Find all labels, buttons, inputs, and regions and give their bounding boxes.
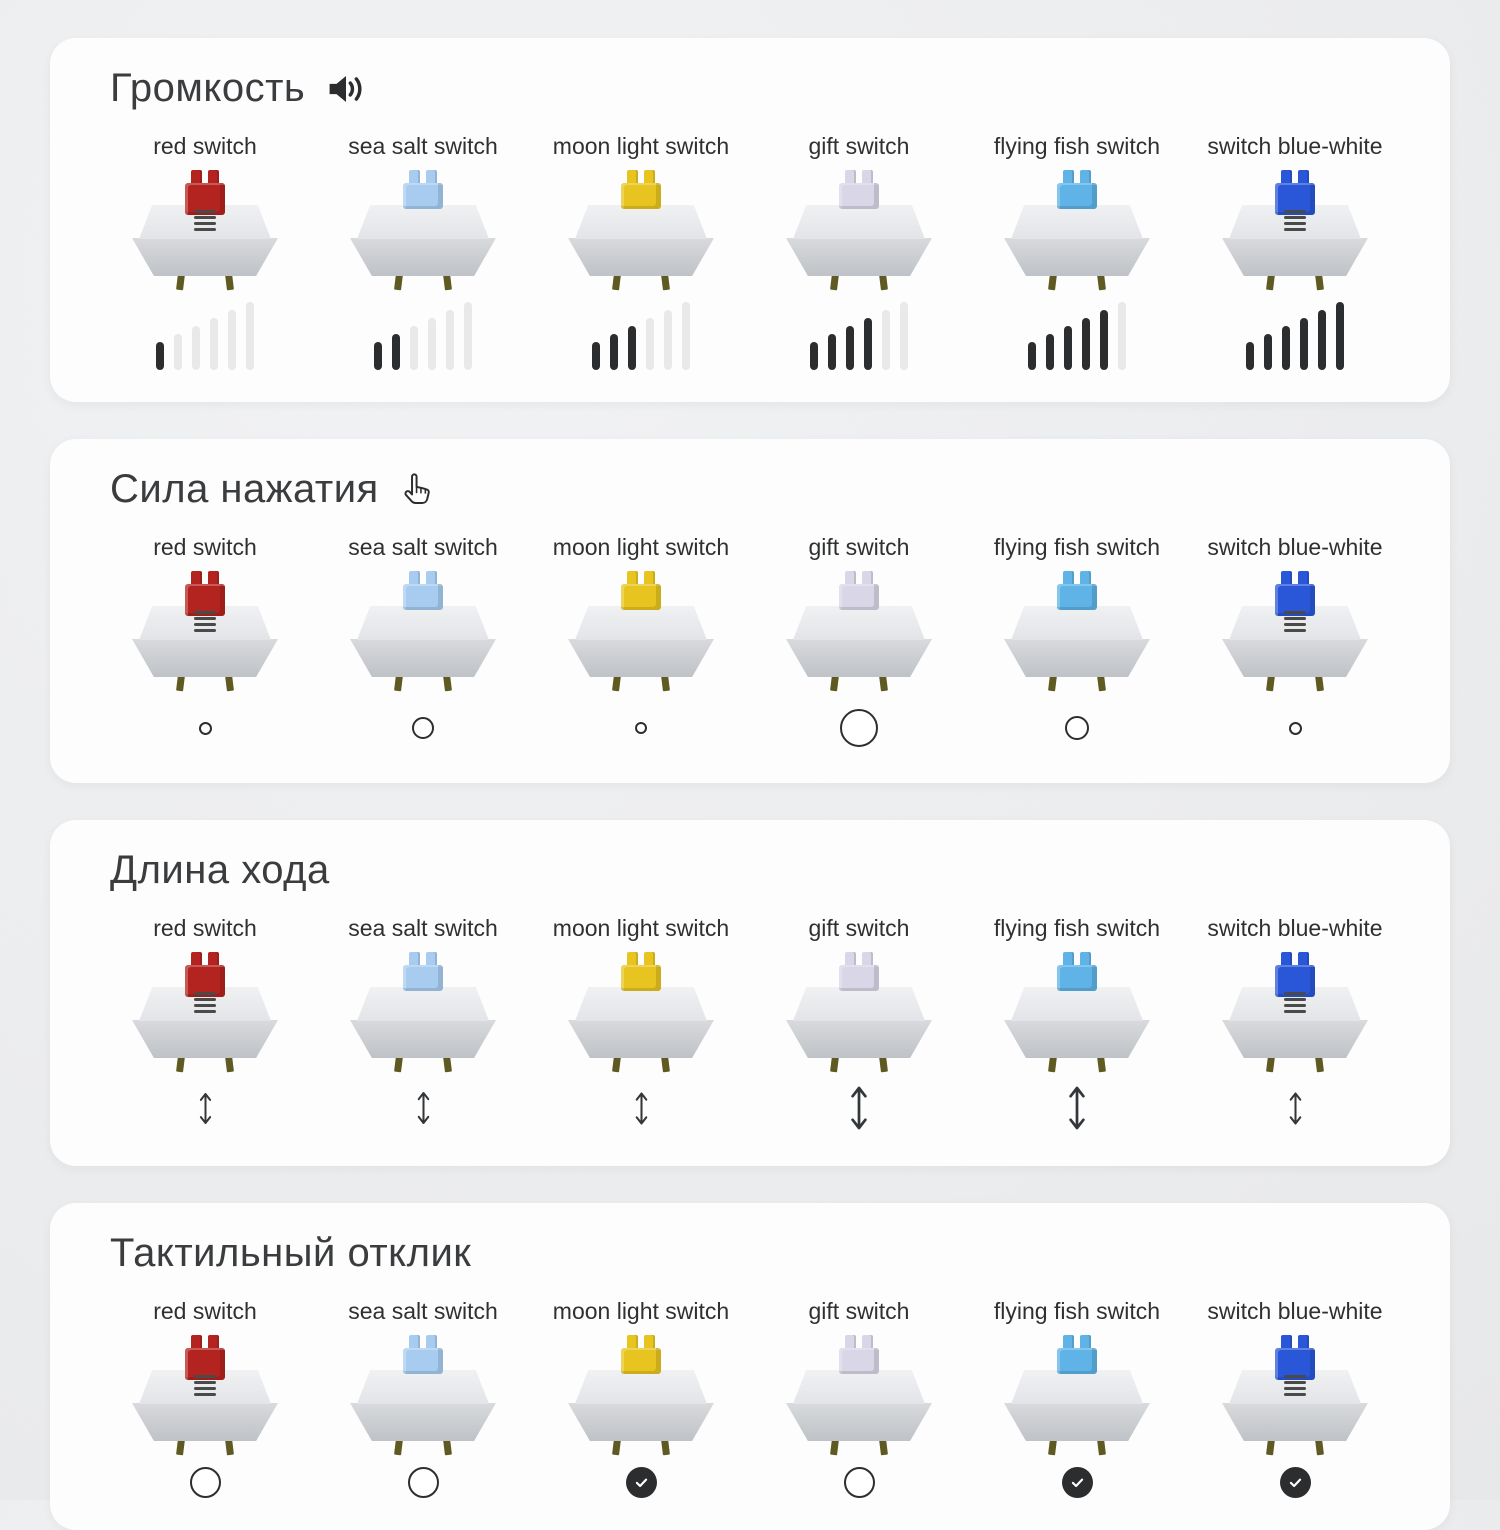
- loudness-grid: [96, 129, 1404, 370]
- switch-name-label: red switch: [153, 133, 257, 159]
- switch-name-label: gift switch: [808, 915, 910, 941]
- switch-name-label: red switch: [153, 1298, 257, 1324]
- switch-image-red: [129, 1335, 281, 1455]
- switch-name-label: red switch: [153, 915, 257, 941]
- switch-name-label: gift switch: [808, 133, 910, 159]
- tactile-checkbox[interactable]: [408, 1467, 439, 1498]
- switch-name-label: sea salt switch: [348, 1298, 498, 1324]
- switch-image-gift: [783, 1335, 935, 1455]
- section-loudness-header: [96, 66, 1404, 111]
- column-switch-blue-white: [1186, 530, 1404, 751]
- switch-image-flying-fish: [1001, 170, 1153, 290]
- section-title: Длина хода: [110, 848, 330, 892]
- force-circle-indicator: [1289, 705, 1302, 751]
- column-flying-fish-switch: [968, 129, 1186, 370]
- switch-image-blue-white: [1219, 170, 1371, 290]
- switch-image-flying-fish: [1001, 1335, 1153, 1455]
- tactile-checkbox[interactable]: [1062, 1467, 1093, 1498]
- column-sea-salt-switch: [314, 911, 532, 1134]
- switch-name-label: flying fish switch: [993, 915, 1161, 941]
- switch-image-flying-fish: [1001, 952, 1153, 1072]
- section-travel-length-header: [96, 848, 1404, 893]
- section-travel-length: [50, 820, 1450, 1166]
- switch-name-label: sea salt switch: [348, 534, 498, 560]
- column-gift-switch: [750, 1294, 968, 1498]
- switch-name-label: sea salt switch: [348, 915, 498, 941]
- switch-image-red: [129, 170, 281, 290]
- travel-arrow-indicator: [416, 1082, 431, 1134]
- column-switch-blue-white: [1186, 1294, 1404, 1498]
- tactile-grid: [96, 1294, 1404, 1498]
- column-red-switch: [96, 911, 314, 1134]
- travel-arrow-indicator: [1288, 1082, 1303, 1134]
- section-title: Тактильный отклик: [110, 1231, 472, 1275]
- travel-arrow-indicator: [634, 1082, 649, 1134]
- switch-image-red: [129, 952, 281, 1072]
- switch-image-gift: [783, 952, 935, 1072]
- switch-name-label: switch blue-white: [1207, 915, 1383, 941]
- switch-name-label: gift switch: [808, 534, 910, 560]
- column-gift-switch: [750, 911, 968, 1134]
- switch-image-gift: [783, 170, 935, 290]
- switch-image-moon-light: [565, 170, 717, 290]
- switch-name-label: gift switch: [808, 1298, 910, 1324]
- section-tactile-feedback-header: [96, 1231, 1404, 1276]
- tactile-checkbox[interactable]: [626, 1467, 657, 1498]
- column-flying-fish-switch: [968, 911, 1186, 1134]
- column-moon-light-switch: [532, 911, 750, 1134]
- switch-image-sea-salt: [347, 170, 499, 290]
- speaker-icon: [325, 70, 367, 108]
- column-gift-switch: [750, 530, 968, 751]
- column-sea-salt-switch: [314, 530, 532, 751]
- volume-bars-indicator: [592, 300, 690, 370]
- section-title: Сила нажатия: [110, 467, 379, 511]
- column-red-switch: [96, 1294, 314, 1498]
- force-circle-indicator: [840, 705, 878, 751]
- column-sea-salt-switch: [314, 1294, 532, 1498]
- volume-bars-indicator: [374, 300, 472, 370]
- column-red-switch: [96, 129, 314, 370]
- switch-image-moon-light: [565, 1335, 717, 1455]
- force-circle-indicator: [635, 705, 647, 751]
- switch-name-label: moon light switch: [552, 915, 730, 941]
- force-circle-indicator: [1065, 705, 1089, 751]
- switch-name-label: switch blue-white: [1207, 133, 1383, 159]
- switch-image-sea-salt: [347, 571, 499, 691]
- section-actuation-force-header: [96, 467, 1404, 512]
- tactile-checkbox[interactable]: [844, 1467, 875, 1498]
- force-circle-indicator: [412, 705, 434, 751]
- volume-bars-indicator: [1246, 300, 1344, 370]
- column-moon-light-switch: [532, 129, 750, 370]
- switch-name-label: flying fish switch: [993, 534, 1161, 560]
- section-actuation-force: [50, 439, 1450, 783]
- switch-image-blue-white: [1219, 1335, 1371, 1455]
- switch-image-sea-salt: [347, 952, 499, 1072]
- switch-name-label: sea salt switch: [348, 133, 498, 159]
- column-moon-light-switch: [532, 530, 750, 751]
- column-red-switch: [96, 530, 314, 751]
- column-switch-blue-white: [1186, 911, 1404, 1134]
- switch-name-label: red switch: [153, 534, 257, 560]
- column-sea-salt-switch: [314, 129, 532, 370]
- switch-image-blue-white: [1219, 952, 1371, 1072]
- column-moon-light-switch: [532, 1294, 750, 1498]
- column-flying-fish-switch: [968, 530, 1186, 751]
- section-tactile-feedback: [50, 1203, 1450, 1530]
- switch-name-label: switch blue-white: [1207, 1298, 1383, 1324]
- switch-image-flying-fish: [1001, 571, 1153, 691]
- volume-bars-indicator: [156, 300, 254, 370]
- volume-bars-indicator: [810, 300, 908, 370]
- force-grid: [96, 530, 1404, 751]
- switch-name-label: flying fish switch: [993, 133, 1161, 159]
- tactile-checkbox[interactable]: [190, 1467, 221, 1498]
- travel-grid: [96, 911, 1404, 1134]
- volume-bars-indicator: [1028, 300, 1126, 370]
- column-gift-switch: [750, 129, 968, 370]
- section-title: Громкость: [110, 66, 306, 110]
- switch-name-label: switch blue-white: [1207, 534, 1383, 560]
- travel-arrow-indicator: [1067, 1082, 1087, 1134]
- switch-image-moon-light: [565, 952, 717, 1072]
- force-circle-indicator: [199, 705, 212, 751]
- switch-name-label: moon light switch: [552, 1298, 730, 1324]
- section-loudness: [50, 38, 1450, 402]
- switch-image-blue-white: [1219, 571, 1371, 691]
- switch-image-gift: [783, 571, 935, 691]
- travel-arrow-indicator: [198, 1082, 213, 1134]
- switch-image-sea-salt: [347, 1335, 499, 1455]
- switch-image-red: [129, 571, 281, 691]
- switch-name-label: flying fish switch: [993, 1298, 1161, 1324]
- switch-name-label: moon light switch: [552, 133, 730, 159]
- column-switch-blue-white: [1186, 129, 1404, 370]
- tactile-checkbox[interactable]: [1280, 1467, 1311, 1498]
- travel-arrow-indicator: [849, 1082, 869, 1134]
- switch-name-label: moon light switch: [552, 534, 730, 560]
- switch-image-moon-light: [565, 571, 717, 691]
- column-flying-fish-switch: [968, 1294, 1186, 1498]
- hand-cursor-icon: [399, 470, 433, 510]
